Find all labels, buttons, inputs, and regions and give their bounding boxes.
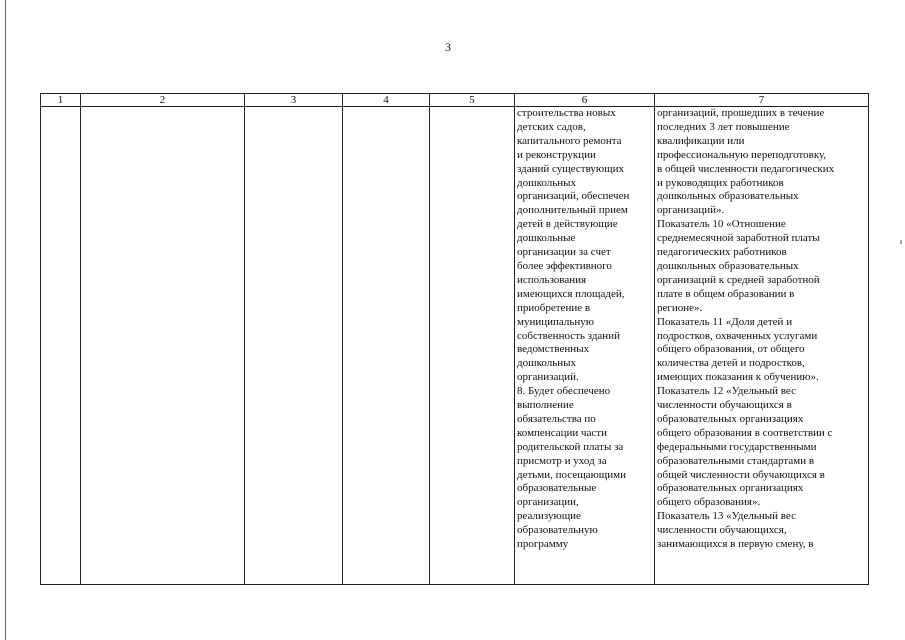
document-table: [40, 93, 869, 585]
column-header-1: 1: [41, 94, 81, 107]
table-header-row: [41, 94, 869, 107]
column-header-6: 6: [515, 94, 655, 107]
table-row: [41, 107, 869, 585]
column-header-2: 2: [81, 94, 245, 107]
page-left-edge: [5, 0, 6, 640]
cell-col2: [81, 107, 245, 585]
cell-col4: [343, 107, 430, 585]
cell-col5: [430, 107, 515, 585]
cell-col6: [515, 107, 655, 585]
cell-col7: [655, 107, 869, 585]
scan-mark: [900, 240, 902, 244]
cell-col6-text: строительства новых детских садов, капитального ремонта и реконструкции зданий существующих дошкольных организаций, обеспечен дополнительный прием детей в действующие дошкольные организации за счет более эффективного использования имеющихся площадей, приобретение в муниципальную собственность зданий ведомственных дошкольных организаций. 8. Будет обеспечено выполнение обязательства по компенсации части родительской платы за присмотр и уход за детьми, посещающими образовательные организации, реализующие образовательную программу: [517, 107, 630, 551]
cell-col3: [245, 107, 343, 585]
page-number: 3: [445, 40, 451, 54]
column-header-7: 7: [655, 94, 869, 107]
column-header-3: 3: [245, 94, 343, 107]
column-header-5: 5: [430, 94, 515, 107]
column-header-4: 4: [343, 94, 430, 107]
cell-col7-text: организаций, прошедших в течение последних 3 лет повышение квалификации или профессиональную переподготовку, в общей численности педагогических и руководящих работников дошкольных образовательных организаций». Показатель 10 «Отношение среднемесячной заработной платы педагогических работников дошкольных образовательных организаций к средней заработной плате в общем образовании в регионе». Показатель 11 «Доля детей и подростков, охваченных услугами общего образования, от общего количества детей и подростков, имеющих показания к обучению». Показатель 12 «Удельный вес численности обучающихся в образовательных организациях общего образования в соответствии с федеральными государственными образовательными стандартами в общей численности обучающихся в образовательных организациях общего образования». Показатель 13 «Удельный вес численности обучающихся, занимающихся в первую смену, в: [657, 107, 835, 551]
cell-col1: [41, 107, 81, 585]
